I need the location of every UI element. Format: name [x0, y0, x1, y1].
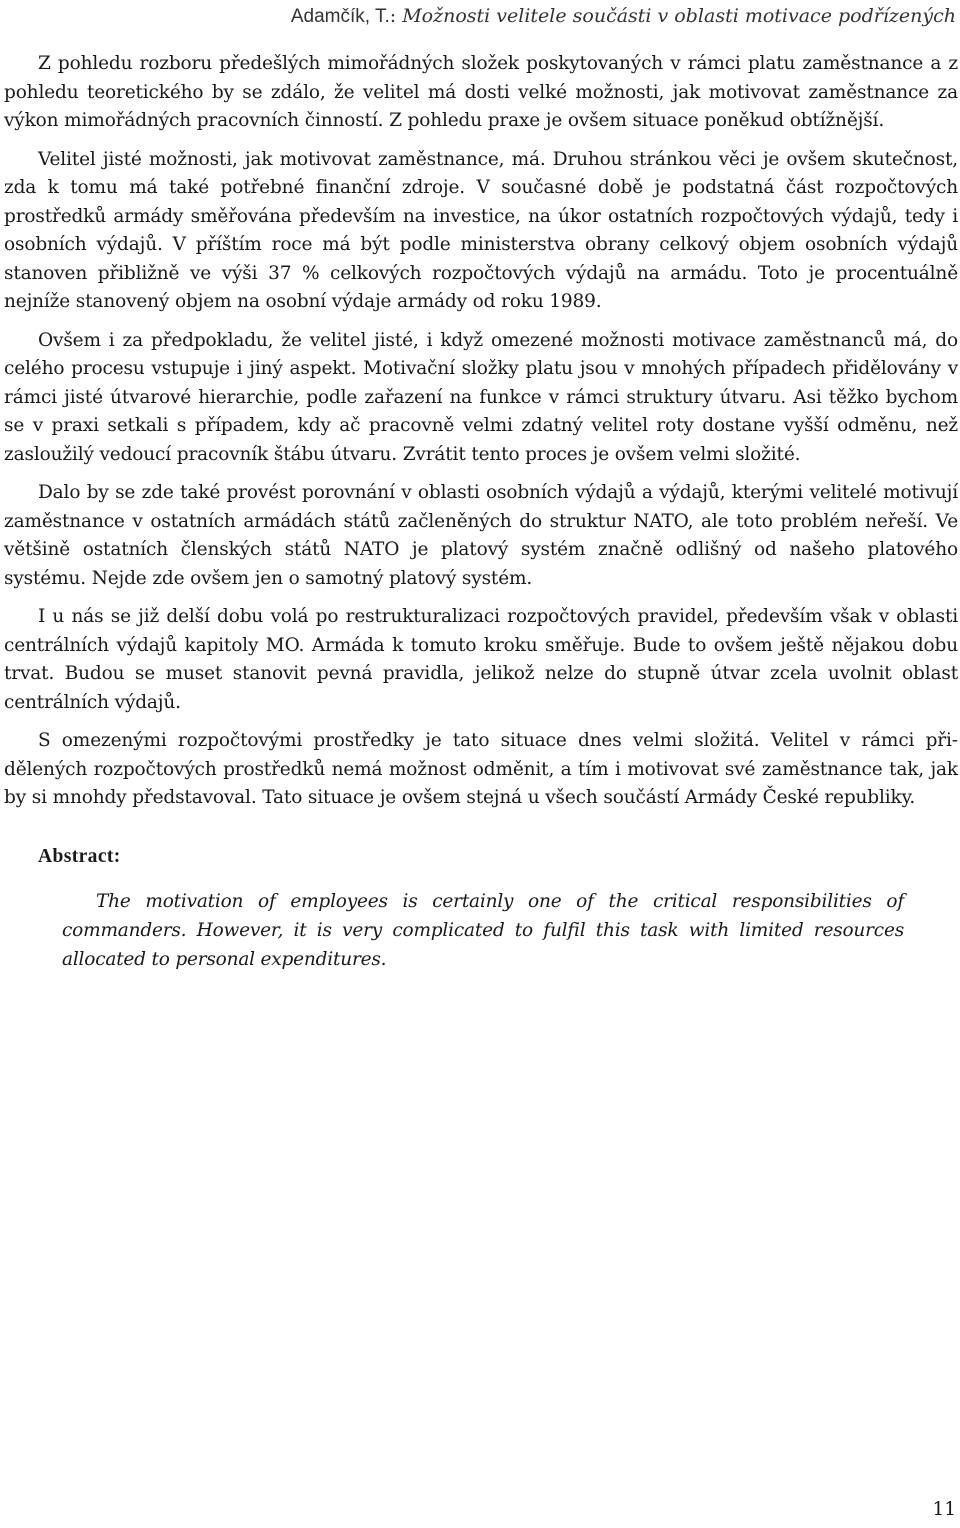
abstract-heading: Abstract:: [38, 845, 121, 867]
paragraph-1: Z pohledu rozboru předešlých mimořádných složek poskytovaných v rámci platu zaměstnance a z pohledu teoretického by se zdálo, že velitel má dosti velké možnosti, jak motivovat zaměstnance za výkon mimořádných pracovních činností. Z pohledu praxe je ovšem situace poněkud obtížnější.: [4, 53, 958, 131]
paragraph-5: I u nás se již delší dobu volá po restrukturalizaci rozpočtových pravidel, především však v oblasti centrálních výdajů kapitoly MO. Armáda k tomuto kroku směřuje. Bude to ovšem ještě nějakou dobu trvat. Budou se muset stanovit pevná pravidla, jelikož nelze do stupně útvar zcela uvolnit oblast centrálních výdajů.: [4, 606, 958, 713]
paragraph-6: S omezenými rozpočtovými prostředky je tato situace dnes velmi složitá. Velitel v rámci přidělených rozpočtových prostředků nemá možnost odměnit, a tím i motivovat své zaměstnance tak, jak by si mnohdy představoval. Tato situace je ovšem stejná u všech součástí Armády České republiky.: [4, 730, 958, 808]
paragraph-2: Velitel jisté možnosti, jak motivovat zaměstnance, má. Druhou stránkou věci je ovšem skutečnost, zda k tomu má také potřebné finanční zdroje. V současné době je podstatná část rozpočtových prostředků armády směřována především na investice, na úkor ostatních rozpočtových výdajů, tedy i osobních výdajů. V příštím roce má být podle ministerstva obrany celkový objem osobních výdajů stanoven přibližně ve výši 37 % celkových rozpočtových výdajů na armádu. Toto je procentuálně nejníže stanovený objem na osobní výdaje armády od roku 1989.: [4, 148, 958, 312]
header-title: Možnosti velitele součásti v oblasti motivace podřízených: [402, 5, 956, 27]
article-body: [4, 50, 958, 974]
paragraph-4: Dalo by se zde také provést porovnání v oblasti osobních výdajů a výdajů, kterými velitelé motivují zaměstnance v ostatních armádách států začleněných do struktur NATO, ale toto problém neřeší. Ve většině ostatních členských států NATO je platový systém značně odlišný od našeho platového systému. Nejde zde ovšem jen o samotný platový systém.: [4, 482, 958, 589]
page-number: 11: [932, 1499, 956, 1520]
paragraph-3: Ovšem i za předpokladu, že velitel jisté, i když omezené možnosti motivace zaměstnanců má, do celého procesu vstupuje i jiný aspekt. Motivační složky platu jsou v mnohých případech přidělovány v rámci jisté útvarové hierarchie, podle zařazení na funkce v rámci struktury útvaru. Asi těžko bychom se v praxi setkali s případem, kdy ač pracovně velmi zdatný velitel roty dostane vyšší odměnu, než zasloužilý vedoucí pracovník štábu útvaru. Zvrátit tento proces je ovšem velmi složité.: [4, 329, 958, 465]
abstract-text: The motivation of employees is certainly one of the critical responsibilities of commanders. However, it is very complicated to fulfil this task with limited resources allocated to personal expenditures.: [62, 890, 904, 970]
running-header: [291, 4, 956, 29]
header-separator: :: [389, 5, 403, 27]
header-author: Adamčík, T.: [290, 6, 390, 27]
